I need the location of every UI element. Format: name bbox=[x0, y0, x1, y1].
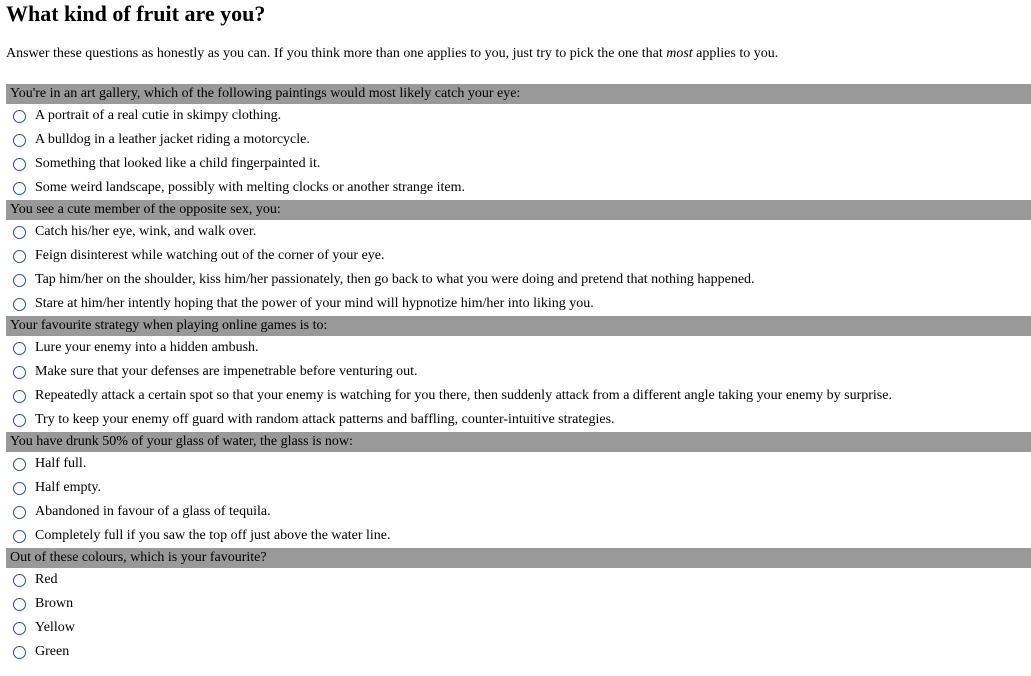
question-4-option-3[interactable] bbox=[6, 500, 1031, 524]
intro-after: applies to you. bbox=[692, 46, 779, 61]
question-1: You're in an art gallery, which of the following paintings would most likely catch your eye: bbox=[6, 84, 1031, 104]
radio-button[interactable] bbox=[13, 158, 26, 171]
option-label: Brown bbox=[35, 596, 74, 611]
question-5: Out of these colours, which is your favourite? bbox=[6, 548, 1031, 568]
radio-button[interactable] bbox=[13, 182, 26, 195]
option-label: Some weird landscape, possibly with melting clocks or another strange item. bbox=[35, 180, 466, 195]
page-title: What kind of fruit are you? bbox=[6, 1, 266, 26]
question-5-option-2[interactable] bbox=[6, 592, 1031, 616]
option-label: A bulldog in a leather jacket riding a motorcycle. bbox=[35, 132, 310, 147]
radio-button[interactable] bbox=[13, 506, 26, 519]
question-3-option-1[interactable] bbox=[6, 336, 1031, 360]
question-2-option-1[interactable] bbox=[6, 220, 1031, 244]
option-label: Repeatedly attack a certain spot so that your enemy is watching for you there, then suddenly attack from a different angle taking your enemy by surprise. bbox=[35, 388, 892, 403]
radio-button[interactable] bbox=[13, 530, 26, 543]
question-1-option-1[interactable] bbox=[6, 104, 1031, 128]
question-5-option-4[interactable] bbox=[6, 640, 1031, 664]
question-2-option-3[interactable] bbox=[6, 268, 1031, 292]
question-2: You see a cute member of the opposite sex, you: bbox=[6, 200, 1031, 220]
radio-button[interactable] bbox=[13, 342, 26, 355]
option-label: Try to keep your enemy off guard with random attack patterns and baffling, counter-intuitive strategies. bbox=[35, 412, 615, 427]
radio-button[interactable] bbox=[13, 622, 26, 635]
radio-button[interactable] bbox=[13, 134, 26, 147]
question-2-option-2[interactable] bbox=[6, 244, 1031, 268]
option-label: Lure your enemy into a hidden ambush. bbox=[35, 340, 259, 355]
question-3-option-4[interactable] bbox=[6, 408, 1031, 432]
question-2-option-4[interactable] bbox=[6, 292, 1031, 316]
intro-before: Answer these questions as honestly as you can. If you think more than one applies to you, just try to pick the one that bbox=[6, 46, 667, 61]
question-3-option-3[interactable] bbox=[6, 384, 1031, 408]
quiz-form bbox=[6, 84, 1031, 664]
option-label: Completely full if you saw the top off just above the water line. bbox=[35, 528, 391, 543]
option-label: A portrait of a real cutie in skimpy clothing. bbox=[35, 108, 282, 123]
question-4: You have drunk 50% of your glass of water, the glass is now: bbox=[6, 432, 1031, 452]
question-1-option-4[interactable] bbox=[6, 176, 1031, 200]
radio-button[interactable] bbox=[13, 110, 26, 123]
radio-button[interactable] bbox=[13, 574, 26, 587]
radio-button[interactable] bbox=[13, 298, 26, 311]
question-5-option-1[interactable] bbox=[6, 568, 1031, 592]
question-3-option-2[interactable] bbox=[6, 360, 1031, 384]
radio-button[interactable] bbox=[13, 366, 26, 379]
question-1-option-2[interactable] bbox=[6, 128, 1031, 152]
radio-button[interactable] bbox=[13, 646, 26, 659]
option-label: Half full. bbox=[35, 456, 87, 471]
radio-button[interactable] bbox=[13, 274, 26, 287]
option-label: Half empty. bbox=[35, 480, 101, 495]
radio-button[interactable] bbox=[13, 250, 26, 263]
radio-button[interactable] bbox=[13, 458, 26, 471]
option-label: Catch his/her eye, wink, and walk over. bbox=[35, 224, 257, 239]
option-label: Red bbox=[35, 572, 58, 587]
question-3: Your favourite strategy when playing online games is to: bbox=[6, 316, 1031, 336]
option-label: Tap him/her on the shoulder, kiss him/her passionately, then go back to what you were doing and pretend that nothing happened. bbox=[35, 272, 755, 287]
question-4-option-4[interactable] bbox=[6, 524, 1031, 548]
option-label: Abandoned in favour of a glass of tequila. bbox=[35, 504, 271, 519]
option-label: Something that looked like a child fingerpainted it. bbox=[35, 156, 321, 171]
option-label: Stare at him/her intently hoping that the power of your mind will hypnotize him/her into liking you. bbox=[35, 296, 594, 311]
radio-button[interactable] bbox=[13, 390, 26, 403]
option-label: Yellow bbox=[35, 620, 75, 635]
radio-button[interactable] bbox=[13, 226, 26, 239]
option-label: Feign disinterest while watching out of the corner of your eye. bbox=[35, 248, 385, 263]
question-1-option-3[interactable] bbox=[6, 152, 1031, 176]
radio-button[interactable] bbox=[13, 482, 26, 495]
intro-text bbox=[6, 45, 778, 63]
option-label: Green bbox=[35, 644, 70, 659]
radio-button[interactable] bbox=[13, 414, 26, 427]
question-5-option-3[interactable] bbox=[6, 616, 1031, 640]
option-label: Make sure that your defenses are impenetrable before venturing out. bbox=[35, 364, 418, 379]
intro-emphasis: most bbox=[666, 46, 693, 61]
question-4-option-1[interactable] bbox=[6, 452, 1031, 476]
radio-button[interactable] bbox=[13, 598, 26, 611]
question-4-option-2[interactable] bbox=[6, 476, 1031, 500]
